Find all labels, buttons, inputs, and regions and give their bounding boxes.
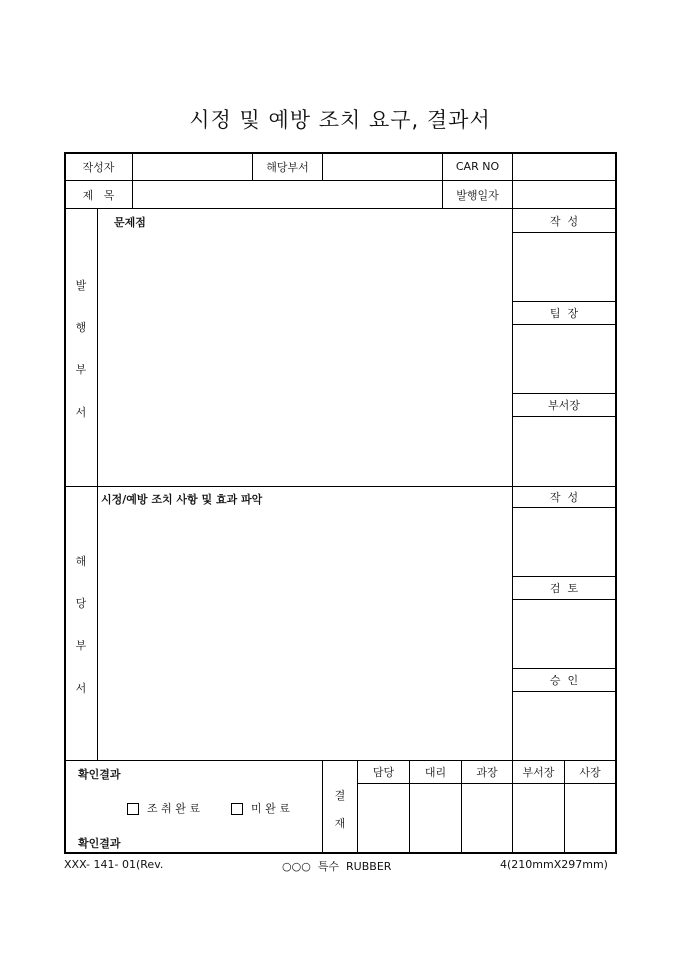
responsible-approval-author-sign[interactable] [513,508,615,576]
sign-box-staff[interactable] [358,784,409,852]
sign-box-assistant-manager[interactable] [410,784,461,852]
responsible-approval-approve-sign[interactable] [513,692,615,760]
author-field[interactable] [133,153,252,180]
problem-field[interactable] [99,230,511,484]
issuing-side-char-2: 행 [75,321,87,334]
corrective-action-label: 시정/예방 조치 사항 및 효과 파악 [101,493,263,506]
sign-box-president[interactable] [565,784,615,852]
sign-header-president: 사장 [579,766,601,779]
option-not-done[interactable] [231,800,290,816]
sign-header-dept-head: 부서장 [522,766,555,779]
dept-label: 해당부서 [266,160,309,174]
sign-header-assistant-manager: 대리 [424,766,447,779]
sign-header-staff: 담당 [372,766,395,779]
issuing-approval-team-leader-sign[interactable] [513,325,615,393]
issuing-approval-author-sign[interactable] [513,233,615,301]
responsible-side-char-1: 해 [75,555,87,568]
sign-header-manager: 과장 [476,766,498,779]
author-label: 작성자 [82,160,115,174]
issuing-approval-team-leader: 팀 장 [549,307,579,320]
responsible-approval-review-sign[interactable] [513,600,615,668]
done-checkbox[interactable] [127,803,139,815]
car-no-field[interactable] [513,153,615,180]
issuing-approval-author: 작 성 [549,214,579,228]
corrective-action-field[interactable] [99,507,511,759]
responsible-approval-author: 작 성 [549,491,579,504]
option-done-label: 조 취 완 료 [147,802,200,815]
paper-size: 4(210mmX297mm) [500,858,608,871]
option-done[interactable] [127,800,200,816]
subject-label: 제 목 [82,188,115,202]
document-title: 시정 및 예방 조치 요구, 결과서 [189,108,491,132]
issuing-approval-dept-head: 부서장 [548,399,580,412]
responsible-approval-review: 검 토 [549,582,579,595]
form-code: XXX- 141- 01(Rev. [64,858,164,871]
sign-box-dept-head[interactable] [513,784,564,852]
sign-box-manager[interactable] [462,784,512,852]
issuing-side-char-1: 발 [75,279,87,292]
problem-label: 문제점 [114,216,146,229]
issue-date-label: 발행일자 [456,188,499,202]
car-no-label: CAR NO [455,160,500,173]
result-label-bottom: 확인결과 [78,837,121,850]
responsible-side-char-4: 서 [75,682,87,695]
responsible-side-char-2: 당 [75,597,87,610]
issuing-side-char-4: 서 [75,406,87,419]
subject-field[interactable] [133,181,442,208]
sign-label-char-2: 재 [334,817,346,830]
responsible-approval-approve: 승 인 [549,674,579,687]
responsible-side-char-3: 부 [75,639,87,652]
option-not-done-label: 미 완 료 [251,802,290,815]
issuing-side-char-3: 부 [75,363,87,376]
result-label-top: 확인결과 [78,768,121,781]
sign-label-char-1: 결 [334,789,346,802]
issue-date-field[interactable] [513,181,615,208]
dept-field[interactable] [323,153,442,180]
issuing-approval-dept-head-sign[interactable] [513,417,615,486]
company-name: ○○○ 특수 RUBBER [282,860,392,873]
not-done-checkbox[interactable] [231,803,243,815]
